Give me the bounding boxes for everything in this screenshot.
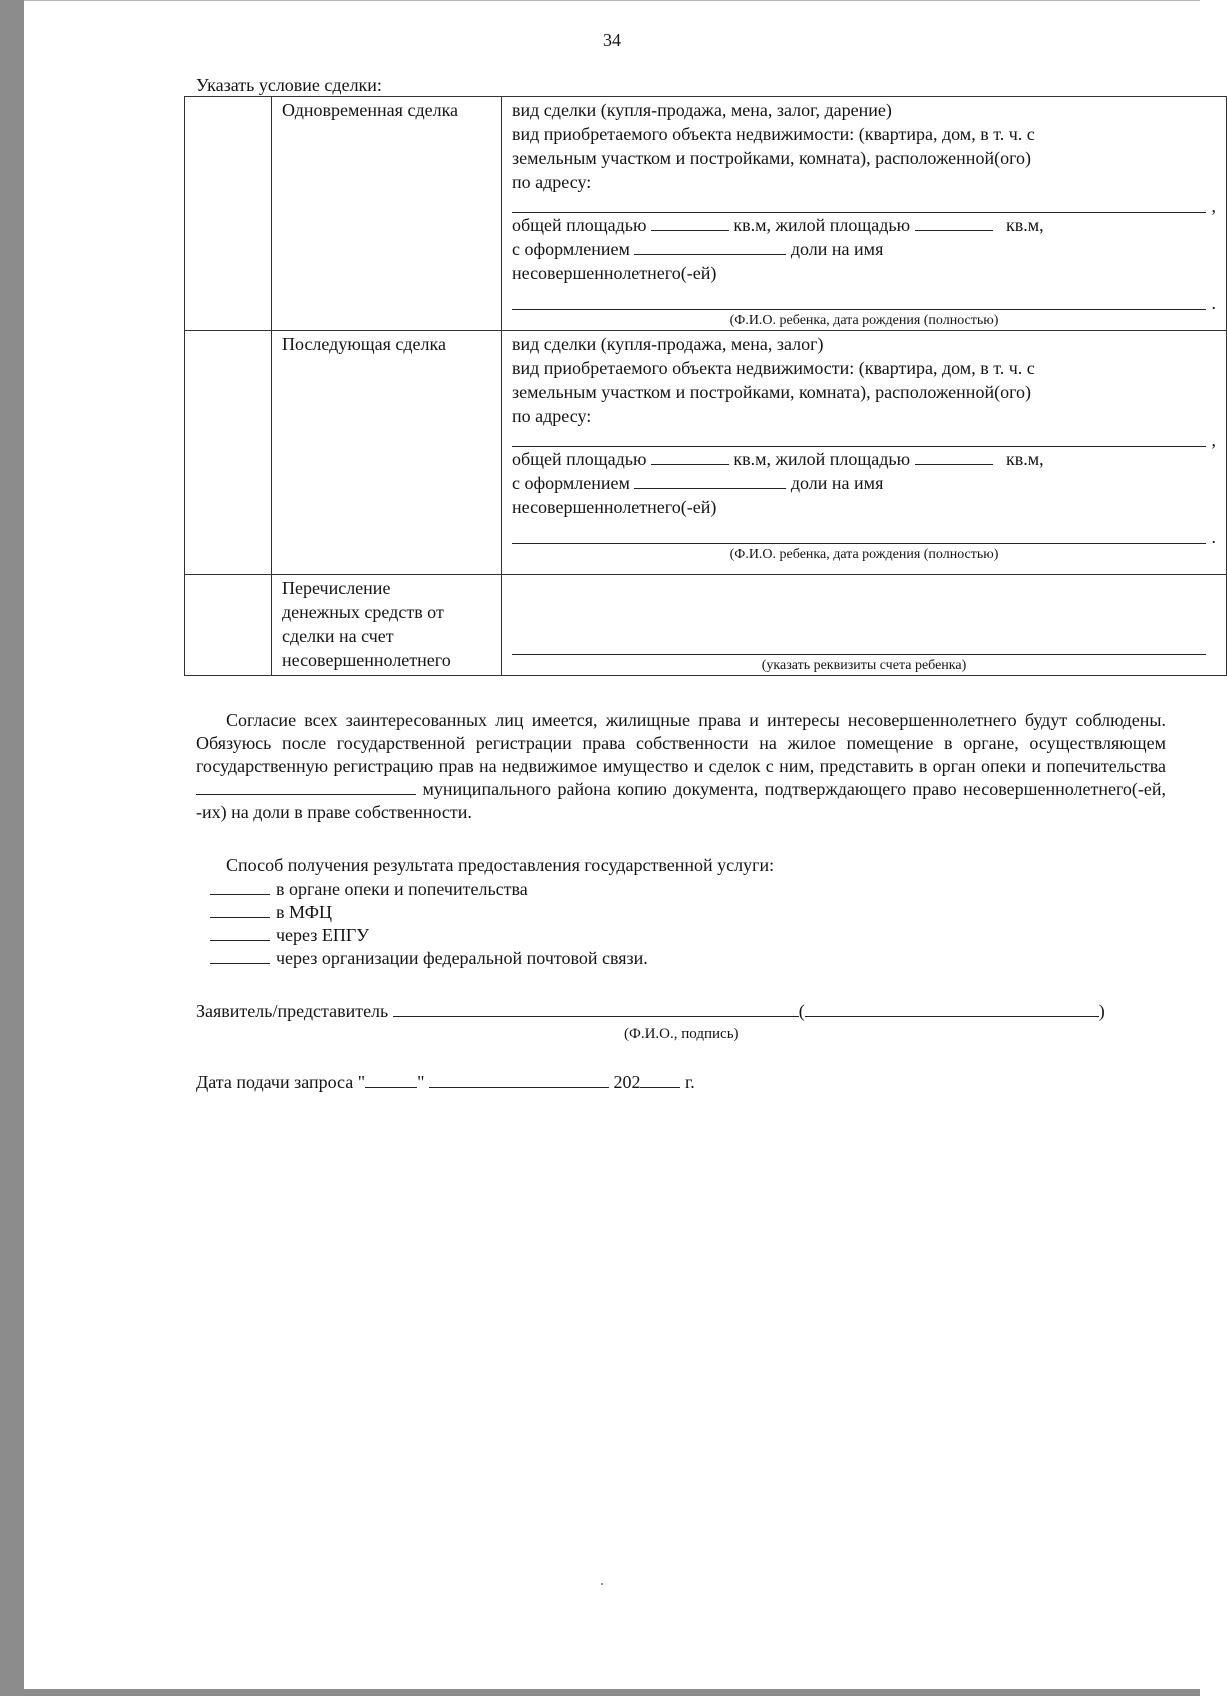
- transfer-type-cell: [272, 575, 502, 676]
- deal-details-cell: [502, 331, 1227, 575]
- applicant-line: Заявитель/представитель ( ): [196, 1001, 1105, 1021]
- share-field[interactable]: [634, 238, 786, 255]
- document-page: [24, 0, 1216, 1689]
- method-label: через ЕПГУ: [276, 925, 370, 945]
- method-mark-field[interactable]: [210, 878, 270, 895]
- share-label: с оформлением: [512, 239, 630, 259]
- scan-speck: [601, 1583, 603, 1585]
- living-area-field[interactable]: [915, 214, 993, 231]
- child-name-field[interactable]: .: [512, 291, 1206, 310]
- applicant-signature-field[interactable]: [805, 1000, 1099, 1017]
- applicant-caption: (Ф.И.О., подпись): [624, 1026, 739, 1042]
- transfer-line: денежных средств от: [282, 602, 444, 622]
- deal-conditions-table: [184, 96, 1227, 676]
- method-option: [210, 878, 528, 901]
- area-label: общей площадью: [512, 449, 647, 469]
- method-mark-field[interactable]: [210, 947, 270, 964]
- area-unit-label: кв.м,: [1006, 449, 1044, 469]
- viewer-frame-left: [0, 0, 24, 1696]
- share-suffix-label: доли на имя: [790, 473, 884, 493]
- share-field[interactable]: [634, 472, 786, 489]
- child-name-caption: (Ф.И.О. ребенка, дата рождения (полностью): [729, 547, 999, 562]
- transfer-spacer: [512, 576, 1216, 636]
- intro-text: Указать условие сделки:: [196, 75, 382, 95]
- address-field[interactable]: ,: [512, 428, 1206, 447]
- child-name-caption: (Ф.И.О. ребенка, дата рождения (полностью): [729, 313, 999, 328]
- method-mark-field[interactable]: [210, 901, 270, 918]
- page-number: 34: [603, 30, 621, 50]
- account-details-caption: (указать реквизиты счета ребенка): [761, 658, 967, 673]
- share-line: [512, 237, 1216, 261]
- table-row-subsequent: [185, 331, 1227, 575]
- deal-details-cell: [502, 97, 1227, 331]
- total-area-field[interactable]: [651, 214, 729, 231]
- method-option: [210, 947, 648, 970]
- method-label: через организации федеральной почтовой связи.: [276, 948, 648, 968]
- transfer-details-cell: [502, 575, 1227, 676]
- area-unit-label: кв.м,: [1006, 215, 1044, 235]
- method-mark-field[interactable]: [210, 924, 270, 941]
- deal-kind: вид сделки (купля-продажа, мена, залог, дарение): [512, 100, 892, 120]
- object-line: по адресу:: [512, 406, 592, 426]
- guardianship-authority-field[interactable]: [196, 778, 416, 795]
- object-line: земельным участком и постройками, комната), расположенной(ого): [512, 148, 1031, 168]
- date-month-field[interactable]: [429, 1071, 609, 1088]
- share-label: с оформлением: [512, 473, 630, 493]
- table-row-transfer: [185, 575, 1227, 676]
- method-option: [210, 924, 369, 947]
- child-name-field[interactable]: .: [512, 525, 1206, 544]
- method-label: в органе опеки и попечительства: [276, 879, 528, 899]
- deal-type-cell: Последующая сделка: [272, 331, 502, 575]
- living-area-label: кв.м, жилой площадью: [733, 215, 911, 235]
- object-line: вид приобретаемого объекта недвижимости: (квартира, дом, в т. ч. с: [512, 358, 1035, 378]
- checkbox-cell-simultaneous[interactable]: [185, 97, 272, 331]
- share-line: [512, 471, 1216, 495]
- date-label: Дата подачи запроса ": [196, 1072, 366, 1092]
- minor-label: несовершеннолетнего(-ей): [512, 263, 717, 283]
- date-year-prefix: 202: [613, 1072, 641, 1092]
- deal-kind: вид сделки (купля-продажа, мена, залог): [512, 334, 824, 354]
- applicant-label: Заявитель/представитель: [196, 1001, 389, 1021]
- area-line: [512, 447, 1216, 471]
- applicant-name-field[interactable]: [393, 1000, 799, 1017]
- transfer-line: сделки на счет: [282, 626, 394, 646]
- viewer-frame-bottom: [0, 1689, 1200, 1696]
- total-area-field[interactable]: [651, 448, 729, 465]
- consent-text-part1: Согласие всех заинтересованных лиц имеется, жилищные права и интересы несовершеннолетнего будут соблюдены. Обязуюсь после государственной регистрации права собственности на жилое помещение в органе, осуществляющем государственную регистрацию прав на недвижимое имущество и сделок с ним, представить в орган опеки и попечительства: [196, 710, 1166, 776]
- transfer-line: несовершеннолетнего: [282, 650, 451, 670]
- deal-type-cell: Одновременная сделка: [272, 97, 502, 331]
- date-year-suffix: г.: [684, 1072, 695, 1092]
- table-row-simultaneous: [185, 97, 1227, 331]
- area-line: [512, 213, 1216, 237]
- area-label: общей площадью: [512, 215, 647, 235]
- account-details-field[interactable]: [512, 636, 1206, 655]
- address-field[interactable]: ,: [512, 194, 1206, 213]
- share-suffix-label: доли на имя: [790, 239, 884, 259]
- request-date-line: [196, 1071, 695, 1093]
- object-line: земельным участком и постройками, комната), расположенной(ого): [512, 382, 1031, 402]
- date-quote: ": [417, 1072, 425, 1092]
- date-day-field[interactable]: [365, 1071, 417, 1088]
- method-option: [210, 901, 332, 924]
- living-area-field[interactable]: [915, 448, 993, 465]
- consent-text-part2: муниципального района копию документа, подтверждающего право несовершеннолетнего(-ей, -их) на доли в праве собственности.: [196, 779, 1166, 822]
- living-area-label: кв.м, жилой площадью: [733, 449, 911, 469]
- transfer-line: Перечисление: [282, 578, 391, 598]
- checkbox-cell-transfer[interactable]: [185, 575, 272, 676]
- consent-paragraph: [196, 709, 1166, 824]
- method-label: в МФЦ: [276, 902, 332, 922]
- minor-label: несовершеннолетнего(-ей): [512, 497, 717, 517]
- method-title: Способ получения результата предоставления государственной услуги:: [226, 855, 775, 875]
- object-line: по адресу:: [512, 172, 592, 192]
- object-line: вид приобретаемого объекта недвижимости: (квартира, дом, в т. ч. с: [512, 124, 1035, 144]
- checkbox-cell-subsequent[interactable]: [185, 331, 272, 575]
- date-year-field[interactable]: [640, 1071, 680, 1088]
